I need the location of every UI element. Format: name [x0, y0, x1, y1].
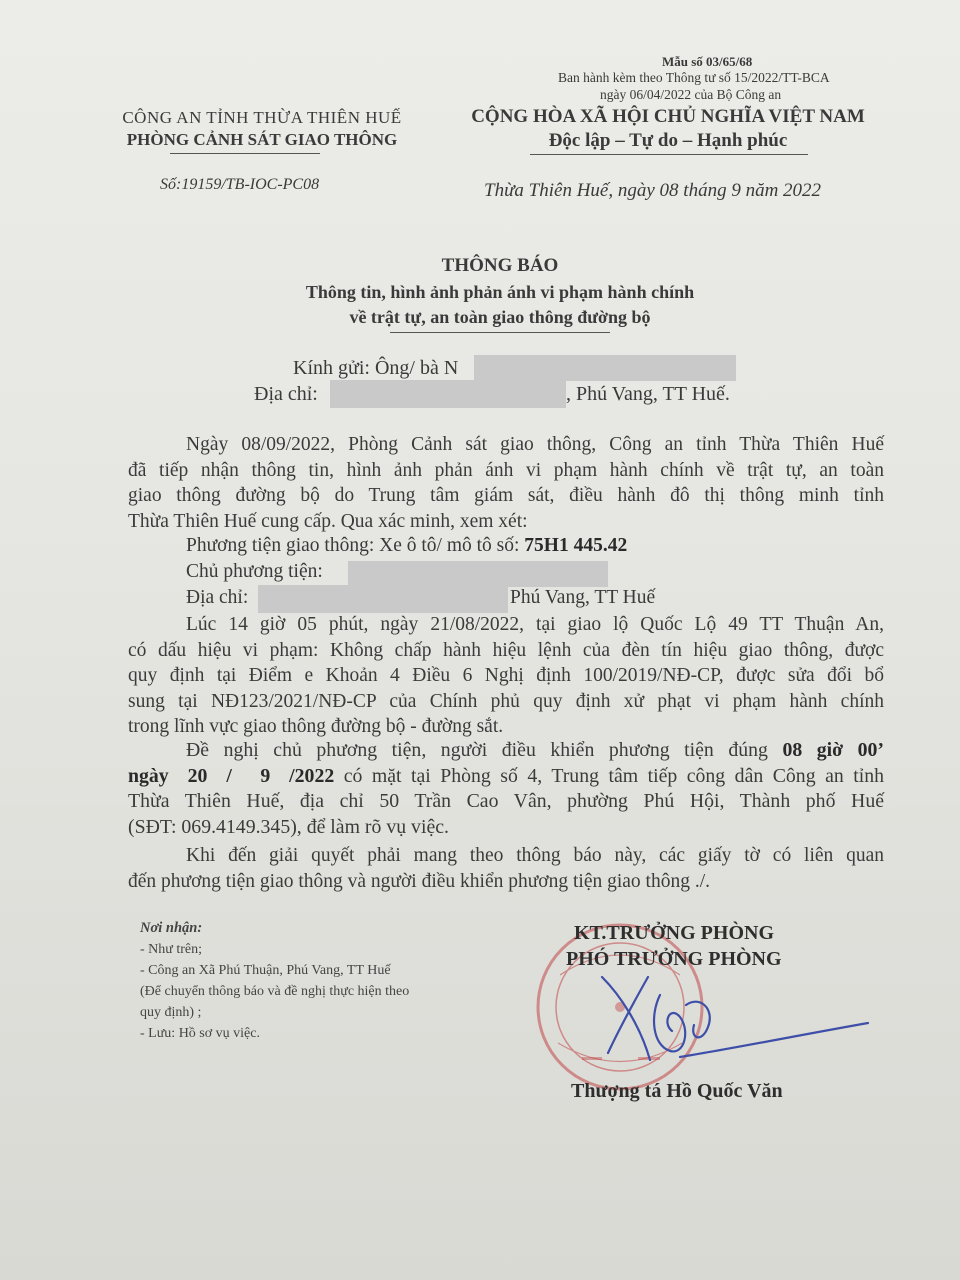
paragraph-received: [128, 432, 884, 534]
redacted-address: [330, 380, 566, 408]
text-line: Thừa Thiên Huế cung cấp. Qua xác minh, xem xét:: [128, 510, 528, 532]
addressee-address-label: Địa chỉ:: [254, 383, 318, 405]
text-line: (SĐT: 069.4149.345), để làm rõ vụ việc.: [128, 815, 449, 838]
paragraph-summons: [128, 738, 884, 840]
doc-subtitle-1: Thông tin, hình ảnh phản ánh vi phạm hành chính: [305, 282, 695, 302]
summons-time: 08 giờ 00’: [782, 739, 884, 761]
signature-title-1: KT.TRƯỞNG PHÒNG: [574, 922, 774, 944]
addressee-address-tail: , Phú Vang, TT Huế.: [566, 383, 730, 405]
form-issued-with: Ban hành kèm theo Thông tư số 15/2022/TT-BCA: [558, 70, 830, 85]
recipient-item: - Lưu: Hồ sơ vụ việc.: [140, 1026, 260, 1041]
owner-address-label: Địa chỉ:: [186, 587, 249, 608]
text-line: trong lĩnh vực giao thông đường bộ - đường sắt.: [128, 716, 504, 737]
recipient-item: - Như trên;: [140, 942, 203, 957]
nation-name: CỘNG HÒA XÃ HỘI CHỦ NGHĨA VIỆT NAM: [471, 106, 865, 127]
addressee-label: Kính gửi: Ông/ bà N: [293, 357, 459, 379]
summons-text: Đề nghị chủ phương tiện, người điều khiển phương tiện đúng: [186, 739, 783, 761]
summons-date: ngày 20 / 9 /2022: [128, 764, 335, 787]
recipient-item: (Để chuyển thông báo và đề nghị thực hiện theo: [140, 984, 410, 999]
recipient-item: quy định) ;: [140, 1005, 202, 1020]
redacted-name: [474, 355, 736, 381]
form-number: Mẫu số 03/65/68: [662, 54, 753, 69]
text-line: Ngày 08/09/2022, Phòng Cảnh sát giao thông, Công an tỉnh Thừa Thiên Huế: [186, 434, 884, 455]
owner-label: Chủ phương tiện:: [186, 561, 323, 582]
text-line: Lúc 14 giờ 05 phút, ngày 21/08/2022, tại giao lộ Quốc Lộ 49 TT Thuận An,: [186, 614, 884, 635]
signature-title-2: PHÓ TRƯỞNG PHÒNG: [566, 948, 782, 970]
agency-parent: CÔNG AN TỈNH THỪA THIÊN HUẾ: [122, 108, 402, 127]
paragraph-documents: [128, 843, 884, 894]
agency-name: PHÒNG CẢNH SÁT GIAO THÔNG: [126, 130, 398, 149]
vehicle-label: Phương tiện giao thông: Xe ô tô/ mô tô số:: [186, 535, 525, 556]
document-number: Số:19159/TB-IOC-PC08: [160, 176, 320, 193]
recipients-block: [140, 918, 409, 1044]
text-line: giao thông đường bộ do Trung tâm giám sát, điều hành đô thị thông minh tỉnh: [128, 485, 884, 506]
paragraph-violation: [128, 612, 884, 740]
place-date: Thừa Thiên Huế, ngày 08 tháng 9 năm 2022: [484, 180, 822, 201]
vehicle-line: [186, 535, 627, 557]
owner-address-tail: Phú Vang, TT Huế: [510, 587, 656, 608]
text-line: đến phương tiện giao thông và người điều khiển phương tiện giao thông ./.: [128, 870, 711, 892]
signer-name: Thượng tá Hồ Quốc Văn: [571, 1080, 783, 1102]
text-line: [128, 764, 884, 790]
redacted-owner-address: [258, 585, 508, 613]
redacted-owner: [348, 561, 608, 587]
text-line: [128, 738, 884, 764]
handwritten-signature: [590, 965, 880, 1080]
text-line: Khi đến giải quyết phải mang theo thông báo này, các giấy tờ có liên quan: [186, 845, 884, 866]
text-line: sung tại NĐ123/2021/NĐ-CP của Chính phủ quy định xử phạt vi phạm hành chính: [128, 690, 884, 712]
motto-underline: [530, 154, 808, 155]
recipients-heading: Nơi nhận:: [140, 920, 203, 936]
form-issued-date: ngày 06/04/2022 của Bộ Công an: [600, 87, 782, 102]
doc-title: THÔNG BÁO: [441, 255, 559, 276]
text-line: Thừa Thiên Huế, địa chỉ 50 Trần Cao Vân, phường Phú Hội, Thành phố Huế: [128, 790, 884, 812]
agency-underline: [170, 153, 320, 154]
text-line: có dấu hiệu vi phạm: Không chấp hành hiệu lệnh của đèn tín hiệu giao thông, được: [128, 639, 884, 661]
text-line: quy định tại Điểm e Khoản 4 Điều 6 Nghị định 100/2019/NĐ-CP, được sửa đổi bổ: [128, 665, 884, 686]
doc-subtitle-2: về trật tự, an toàn giao thông đường bộ: [349, 307, 651, 327]
nation-motto: Độc lập – Tự do – Hạnh phúc: [548, 130, 788, 151]
recipient-item: - Công an Xã Phú Thuận, Phú Vang, TT Huế: [140, 963, 391, 978]
summons-place: có mặt tại Phòng số 4, Trung tâm tiếp công dân Công an tỉnh: [334, 764, 884, 787]
text-line: đã tiếp nhận thông tin, hình ảnh phản ánh vi phạm hành chính về trật tự, an toàn: [128, 459, 884, 481]
vehicle-plate: 75H1 445.42: [524, 535, 628, 556]
title-underline: [390, 332, 610, 333]
